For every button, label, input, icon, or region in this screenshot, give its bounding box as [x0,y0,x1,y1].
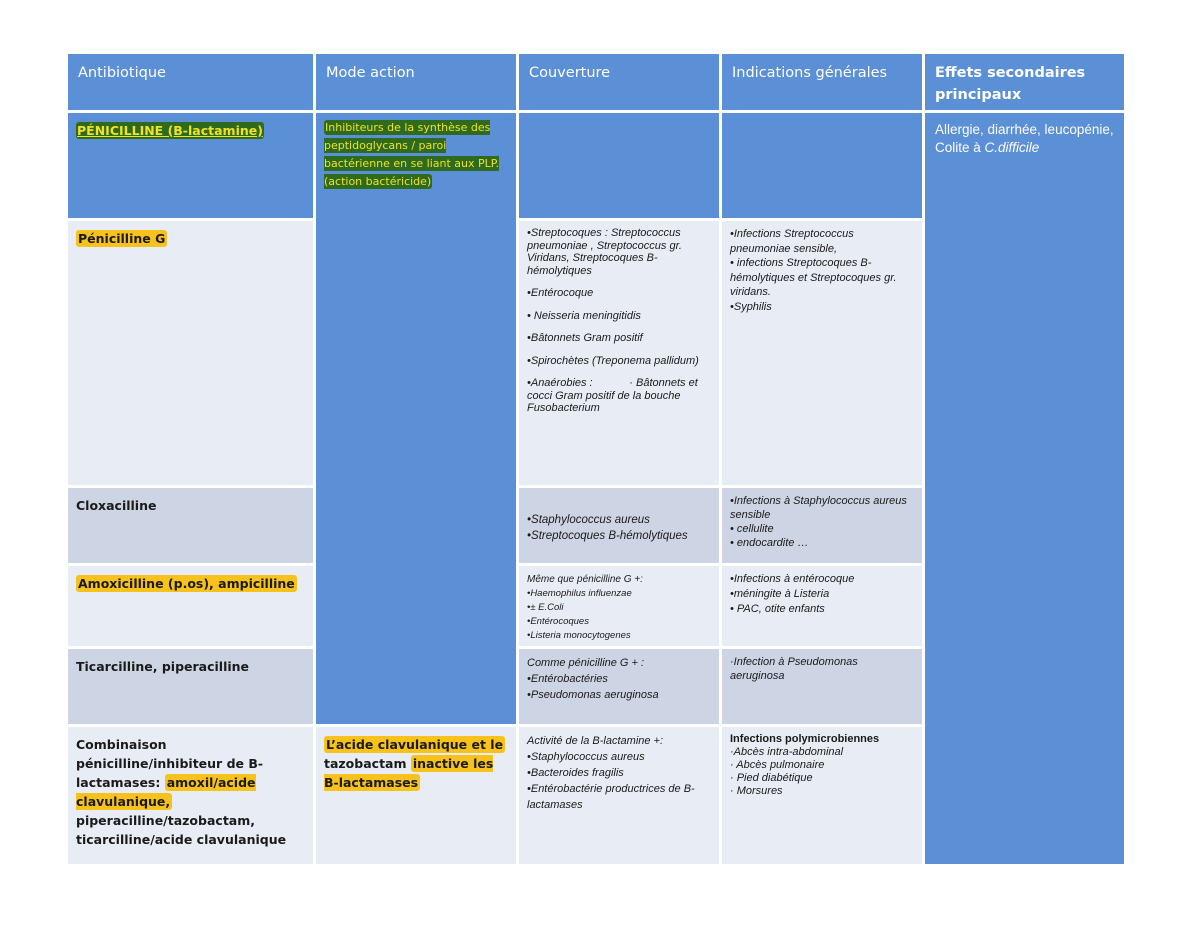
cloxa-couverture [519,488,719,563]
header-effets: Effets secondaires principaux [925,54,1124,110]
combi-ind-line: ·Abcès intra-abdominal [730,746,844,758]
combi-mech-highlight-1: L’acide clavulanique et le [326,737,504,752]
amoxi-couv-line: •Haemophilus influenzae [527,588,632,599]
pen-g-indications [722,221,922,485]
pen-g-ind-line: •Infections Streptococcus pneumoniae sensible, [730,228,854,255]
header-indications: Indications générales [722,54,922,110]
cloxa-couv-line: •Staphylococcus aureus [527,514,650,526]
combi-mech-plain: tazobactam [324,756,411,771]
amoxi-name-cell [68,566,313,646]
combi-couv-line: •Entérobactérie productrices de B-lactamases [527,783,695,811]
cloxa-indications [722,488,922,563]
cloxa-couv-line: •Streptocoques B-hémolytiques [527,530,688,542]
pen-g-name-cell [68,221,313,485]
combi-name-prefix: Combinaison pénicilline/inhibiteur de B-lactamases: [76,737,264,790]
combi-ind-head: Infections polymicrobiennes [730,733,880,745]
antibiotic-table [68,54,1124,854]
combi-couv-line: •Bacteroides fragilis [527,767,624,779]
effets-cell [925,113,1124,864]
combi-indications [722,727,922,864]
cloxa-name-cell [68,488,313,563]
header-couverture: Couverture [519,54,719,110]
pen-g-couv-line: • Neisseria meningitidis [527,309,641,322]
amoxi-indications [722,566,922,646]
pen-g-couv-line: •Streptocoques : Streptococcus pneumoniae , Streptococcus gr. Viridans, Streptocoques B-hémolytiques [527,227,682,277]
amoxi-couv-head: Même que pénicilline G +: [527,574,643,585]
combi-couv-head: Activité de la B-lactamine +: [527,735,664,747]
ticar-ind-line: ·Infection à Pseudomonas aeruginosa [730,656,858,682]
cloxa-ind-line: • cellulite [730,523,774,535]
pen-g-ind-line: • infections Streptocoques B-hémolytiques et Streptocoques gr. viridans. [730,257,897,298]
pen-g-couverture [519,221,719,485]
ticar-indications [722,649,922,724]
pen-g-couv-line: •Spirochètes (Treponema pallidum) [527,354,699,367]
amoxi-ind-line: • PAC, otite enfants [730,603,825,615]
mode-action-cell [316,113,516,724]
pen-g-ind-line: •Syphilis [730,300,772,313]
header-mode-action: Mode action [316,54,516,110]
pen-g-couv-line: •Anaérobies : · Bâtonnets et cocci Gram positif de la bouche [527,377,701,402]
header-antibiotique: Antibiotique [68,54,313,110]
effets-text: Allergie, diarrhée, leucopénie, Colite à [935,122,1114,155]
combi-couverture [519,727,719,864]
combi-name-rest: piperacilline/tazobactam, ticarcilline/acide clavulanique [76,813,287,847]
combi-name-highlight: amoxil/acide clavulanique, [76,775,256,809]
combi-mech-highlight-2: inactive les B-lactamases [324,756,494,790]
amoxi-ind-line: •méningite à Listeria [730,588,830,600]
combi-ind-line: · Pied diabétique [730,772,813,784]
penicilline-name: PÉNICILLINE (B-lactamine) [77,123,263,138]
amoxi-couverture [519,566,719,646]
amoxi-name: Amoxicilline (p.os), ampicilline [78,576,295,591]
combi-mode-action [316,727,516,864]
ticar-name: Ticarcilline, piperacilline [76,659,250,674]
penicilline-indications-cell [722,113,922,218]
penicilline-couverture-cell [519,113,719,218]
combi-ind-line: · Morsures [730,785,783,797]
amoxi-couv-line: •Entérocoques [527,616,589,627]
amoxi-ind-line: •Infections à entérocoque [730,573,855,585]
cloxa-ind-line: • endocardite … [730,537,809,549]
amoxi-couv-line: •± E.Coli [527,602,564,613]
cloxa-ind-line: •Infections à Staphylococcus aureus sensible [730,495,907,521]
pen-g-couv-line: Fusobacterium [527,402,600,414]
ticar-couv-line: •Pseudomonas aeruginosa [527,689,659,701]
combi-name-cell [68,727,313,864]
ticar-name-cell [68,649,313,724]
pen-g-couv-line: •Entérocoque [527,287,594,299]
mode-action-text: Inhibiteurs de la synthèse des peptidoglycans / paroi bactérienne en se liant aux PLP. (action bactéricide) [324,121,500,188]
combi-ind-line: · Abcès pulmonaire [730,759,825,771]
ticar-couv-line: •Entérobactéries [527,673,608,685]
cloxa-name: Cloxacilline [76,498,157,513]
combi-couv-line: •Staphylococcus aureus [527,751,645,763]
pen-g-couv-line: •Bâtonnets Gram positif [527,332,643,344]
effets-organism: C.difficile [984,140,1040,155]
amoxi-couv-line: •Listeria monocytogenes [527,630,631,641]
penicilline-name-cell [68,113,313,218]
ticar-couv-head: Comme pénicilline G + : [527,657,645,669]
pen-g-name: Pénicilline G [78,231,166,246]
ticar-couverture [519,649,719,724]
